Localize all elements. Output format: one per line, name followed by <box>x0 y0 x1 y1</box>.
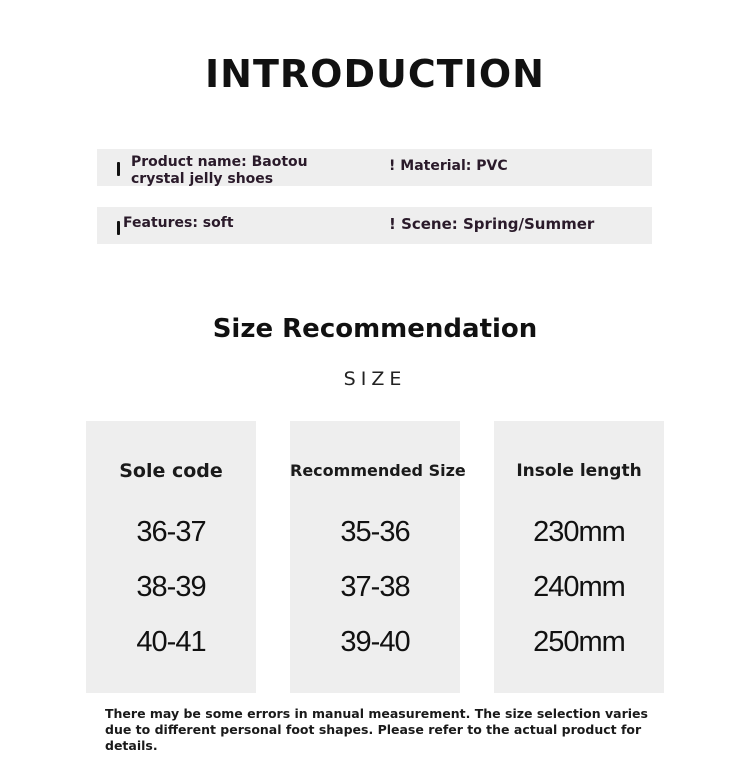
measurement-note: There may be some errors in manual measurement. The size selection varies due to different personal foot shapes. Please refer to the actual product for details. <box>105 706 648 753</box>
column-value: 250mm <box>533 626 625 658</box>
size-column-recommended-size <box>290 421 466 693</box>
size-column-sole-code <box>86 421 256 693</box>
size-column-insole-length <box>494 421 664 693</box>
column-value: 38-39 <box>136 571 206 603</box>
column-value: 39-40 <box>340 626 410 658</box>
column-header: Recommended Size <box>290 461 466 480</box>
column-value: 35-36 <box>340 516 410 548</box>
bullet-bar-icon <box>117 162 120 176</box>
features-text: Features: soft <box>123 215 234 231</box>
column-header: Insole length <box>516 461 642 481</box>
bullet-bar-icon <box>117 221 120 235</box>
column-header: Sole code <box>119 460 223 482</box>
info-row-features <box>97 207 652 244</box>
info-cell-material <box>389 149 649 186</box>
product-name-text: Product name: Baotou crystal jelly shoes <box>131 154 308 187</box>
size-recommendation-title: Size Recommendation <box>212 314 538 344</box>
column-value: 37-38 <box>340 571 410 603</box>
material-text: ! Material: PVC <box>389 158 508 174</box>
size-label: SIZE <box>343 368 407 390</box>
scene-text: ! Scene: Spring/Summer <box>389 215 595 233</box>
column-value: 230mm <box>533 516 625 548</box>
column-value: 40-41 <box>136 626 206 658</box>
info-row-product <box>97 149 652 186</box>
column-value: 240mm <box>533 571 625 603</box>
info-cell-features <box>115 207 355 244</box>
column-value: 36-37 <box>136 516 206 548</box>
page-title: INTRODUCTION <box>205 52 545 96</box>
info-cell-scene <box>389 207 649 244</box>
info-cell-product-name <box>115 149 355 186</box>
